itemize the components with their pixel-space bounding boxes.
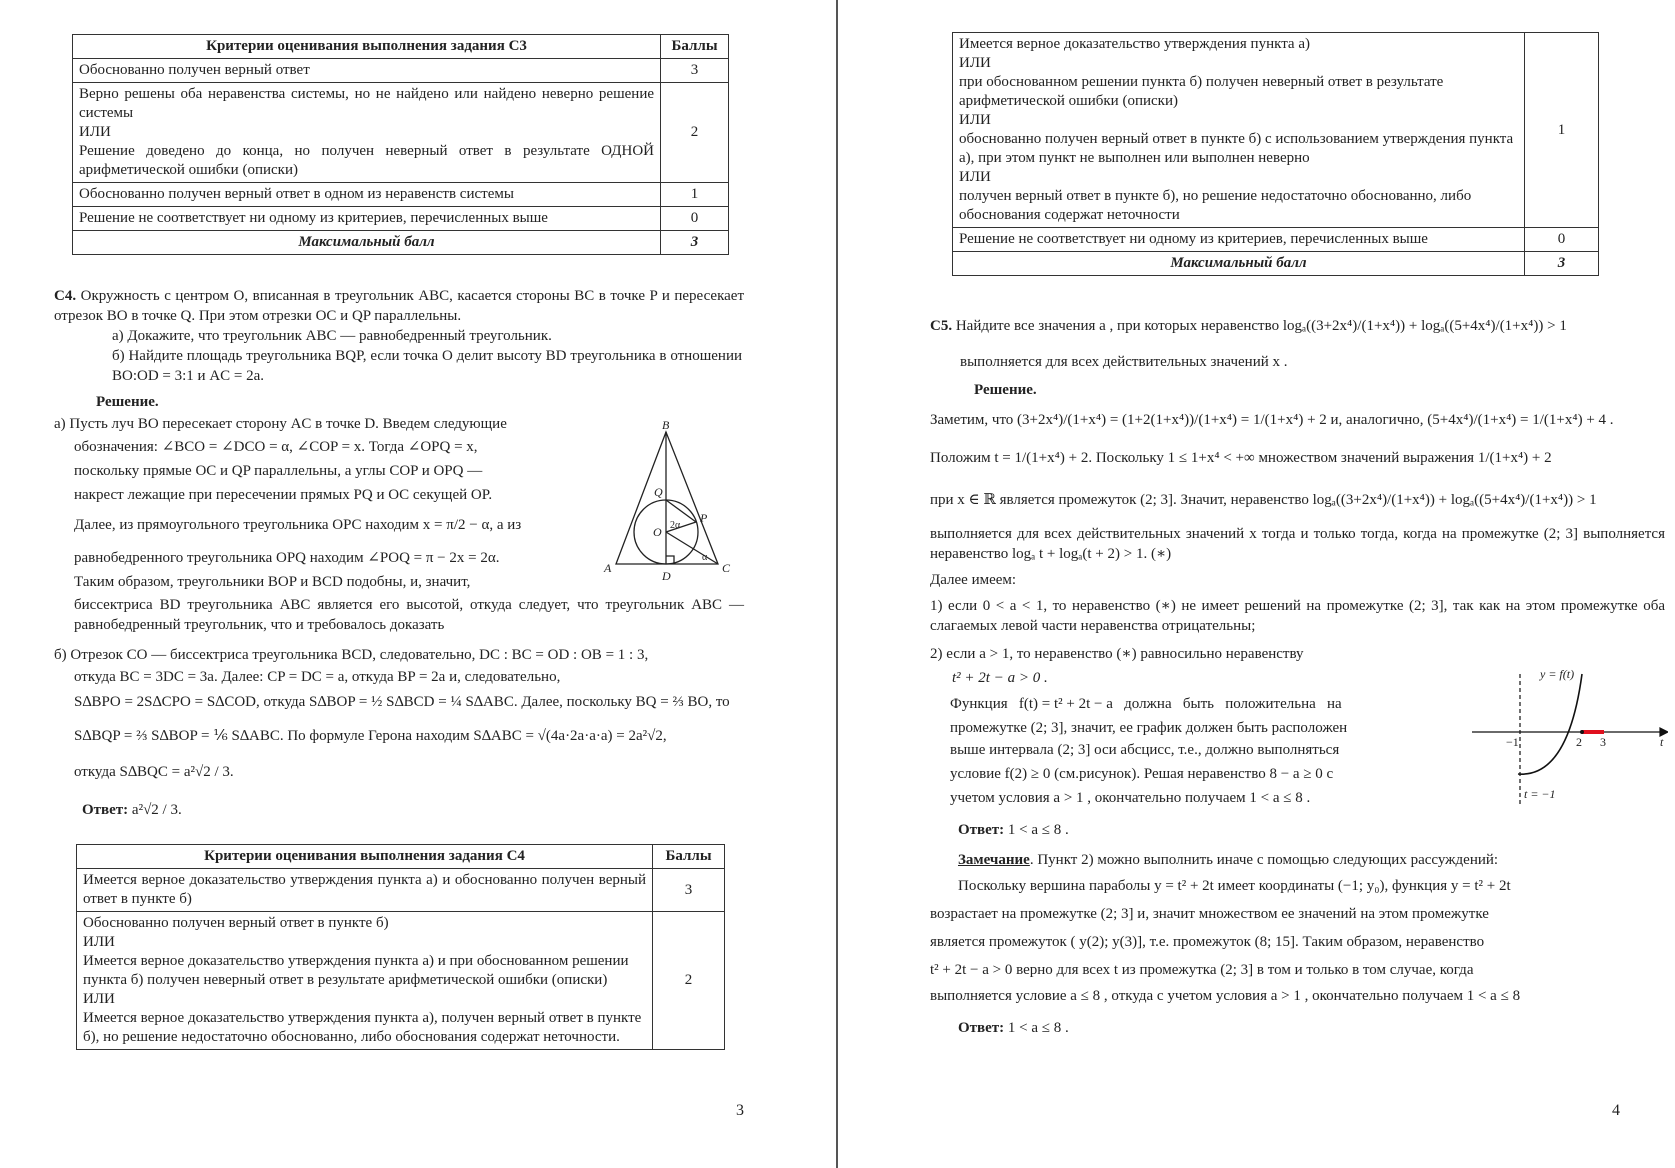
remark-text: . Пункт 2) можно выполнить иначе с помощью следующих рассуждений:: [1029, 852, 1499, 868]
criteria-points: 1: [1525, 33, 1599, 228]
max-score-label: Максимальный балл: [73, 231, 661, 255]
c5-func-line: выше интервала (2; 3] оси абсцисс, т.е., должно выполняться: [950, 742, 1340, 758]
parabola-curve: [1518, 674, 1582, 774]
c4-solution-heading: Решение.: [96, 394, 159, 410]
c5-remark-line: t² + 2t − a > 0 верно для всех t из промежутка (2; 3] в том и только в том случае, когда: [930, 962, 1474, 978]
page-number: 3: [736, 1102, 744, 1119]
table-row: [73, 59, 729, 83]
c5-remark-line: выполняется условие a ≤ 8 , откуда с учетом условия a > 1 , окончательно получаем 1 < a ≤ 8: [930, 988, 1521, 1004]
graph-label-fy: y = f(t): [1540, 668, 1575, 681]
table-row-max: [73, 231, 729, 255]
point-t2: [1580, 730, 1584, 734]
c4-header-points: Баллы: [653, 845, 725, 869]
page-number: 4: [1612, 1102, 1620, 1119]
criteria-text: Имеется верное доказательство утверждения пункта а) ИЛИ при обоснованном решении пункта б) получен неверный ответ в результате арифметической ошибки (описки) ИЛИ обоснованно получен верный ответ в пункте б) с использованием утверждения пункта а), при этом пункт не выполнен или выполнен неверно ИЛИ получен верный ответ в пункте б), но решение недостаточно обоснованно, либо обоснования содержат неточности: [953, 33, 1525, 228]
c4-sol-b-line: б) Отрезок CO — биссектриса треугольника BCD, следовательно, DC : BC = OD : OB = 1 : 3,: [54, 647, 649, 663]
c4-part-b: б) Найдите площадь треугольника BQP, если точка O делит высоту BD треугольника в отношении BO:OD = 3:1 и AC = 2a.: [112, 348, 742, 384]
c4-sol-b-line: S∆BPO = 2S∆CPO = S∆COD, откуда S∆BOP = ½ S∆BCD = ¼ S∆ABC. Далее, поскольку BQ = ⅔ BO, то: [74, 694, 730, 710]
page-divider: [836, 0, 838, 1168]
c3-criteria-table: [72, 34, 729, 255]
c5-solution-heading: Решение.: [974, 382, 1037, 398]
right-page: [840, 0, 1675, 1168]
c5-func-line: условие f(2) ≥ 0 (см.рисунок). Решая неравенство 8 − a ≥ 0 с: [950, 766, 1334, 782]
criteria-points: 3: [653, 869, 725, 912]
triangle-abc: [616, 432, 718, 564]
c3-header-points: Баллы: [661, 35, 729, 59]
label-q: Q: [654, 485, 663, 499]
c5-problem-cont: выполняется для всех действительных значений x .: [960, 354, 1288, 370]
c5-line: выполняется для всех действительных значений x тогда и только тогда, когда на промежутке (2; 3] выполняется неравенство logₐ t + logₐ(t + 2) > 1. (∗): [930, 526, 1665, 562]
c5-remark-line: является промежуток ( y(2); y(3)], т.е. промежуток (8; 15]. Таким образом, неравенство: [930, 934, 1485, 950]
label-alpha: α: [702, 552, 708, 563]
criteria-text: Имеется верное доказательство утверждения пункта а) и обоснованно получен верный ответ в пункте б): [77, 869, 653, 912]
c5-remark-line: возрастает на промежутке (2; 3] и, значит множеством ее значений на этом промежутке: [930, 906, 1489, 922]
c5-case-1: 1) если 0 < a < 1, то неравенство (∗) не имеет решений на промежутке (2; 3], так как на этом промежутке оба слагаемых левой части неравенства отрицательны;: [930, 598, 1665, 634]
c3-header-criteria: Критерии оценивания выполнения задания С3: [73, 35, 661, 59]
c4-answer: [82, 800, 182, 820]
label-c: C: [722, 561, 731, 575]
graph-label-2: 2: [1576, 735, 1582, 749]
c5-case-2-ineq: t² + 2t − a > 0 .: [952, 670, 1048, 686]
left-page: [0, 0, 835, 1168]
c4-sol-a-line: поскольку прямые OC и QP параллельны, а углы COP и OPQ —: [74, 463, 483, 479]
c5-line: Заметим, что (3+2x⁴)/(1+x⁴) = (1+2(1+x⁴))/(1+x⁴) = 1/(1+x⁴) + 2 и, аналогично, (5+4x⁴)/(1+x⁴) = 1/(1+x⁴) + 4 .: [930, 412, 1614, 428]
table-row: [953, 228, 1599, 252]
max-score-label: Максимальный балл: [953, 252, 1525, 276]
answer-label: Ответ:: [82, 802, 129, 818]
c4-sol-a-end: биссектриса BD треугольника ABC является его высотой, откуда следует, что треугольник ABC — равнобедренный треугольник, что и требовалось доказать: [74, 597, 744, 633]
answer-label: Ответ:: [958, 822, 1005, 838]
criteria-text: Решение не соответствует ни одному из критериев, перечисленных выше: [73, 207, 661, 231]
criteria-text: Верно решены оба неравенства системы, но не найдено или найдено неверно решение системы ИЛИ Решение доведено до конца, но получен неверный ответ в результате ОДНОЙ арифметической ошибки (описки): [73, 83, 661, 183]
table-row: [73, 207, 729, 231]
table-row: [953, 33, 1599, 228]
c4-problem-text: Окружность с центром O, вписанная в треугольник ABC, касается стороны BC в точке P и пересекает отрезок BO в точке Q. При этом отрезки OC и QP параллельны.: [54, 288, 745, 324]
max-score-value: 3: [1525, 252, 1599, 276]
max-score-value: 3: [661, 231, 729, 255]
criteria-text: Обоснованно получен верный ответ в одном из неравенств системы: [73, 183, 661, 207]
table-row: [73, 83, 729, 183]
c5-case-2: 2) если a > 1, то неравенство (∗) равносильно неравенству: [930, 646, 1304, 662]
c5-problem: [930, 316, 1650, 336]
c4-problem: [54, 286, 744, 326]
c4-label: С4.: [54, 288, 77, 304]
c5-line: Далее имеем:: [930, 572, 1017, 588]
criteria-points: 2: [661, 83, 729, 183]
c4-sol-a-line: равнобедренного треугольника OPQ находим ∠POQ = π − 2x = 2α.: [74, 550, 500, 566]
c4-criteria-table-continued: [952, 32, 1599, 276]
c5-problem-text: Найдите все значения a , при которых неравенство logₐ((3+2x⁴)/(1+x⁴)) + logₐ((5+4x⁴)/(1+x⁴)) > 1: [955, 318, 1567, 334]
graph-label-tline: t = −1: [1524, 787, 1556, 801]
answer-label: Ответ:: [958, 1020, 1005, 1036]
criteria-points: 2: [653, 912, 725, 1050]
c5-remark-line: [958, 850, 1658, 870]
c4-sol-b-line: откуда S∆BQC = a²√2 / 3.: [74, 764, 234, 780]
parabola-graph: [1468, 668, 1668, 808]
c4-sol-a-line: Таким образом, треугольники BOP и BCD подобны, и, значит,: [74, 574, 471, 590]
c4-sol-a-line: обозначения: ∠BCO = ∠DCO = α, ∠COP = x. Тогда ∠OPQ = x,: [74, 439, 478, 455]
criteria-points: 3: [661, 59, 729, 83]
label-2alpha: 2α: [670, 520, 681, 531]
criteria-text: Обоснованно получен верный ответ: [73, 59, 661, 83]
c4-sol-a-line: накрест лежащие при пересечении прямых PQ и OC секущей OP.: [74, 487, 493, 503]
label-d: D: [662, 569, 671, 582]
c5-remark-line: Поскольку вершина параболы y = t² + 2t имеет координаты (−1; y₀), функция y = t² + 2t: [958, 878, 1511, 894]
c5-line: Положим t = 1/(1+x⁴) + 2. Поскольку 1 ≤ 1+x⁴ < +∞ множеством значений выражения 1/(1+x⁴) + 2: [930, 450, 1552, 466]
c5-label: С5.: [930, 318, 953, 334]
graph-label-3: 3: [1600, 735, 1606, 749]
table-row: [73, 183, 729, 207]
answer-value: 1 < a ≤ 8 .: [1007, 1020, 1069, 1036]
c4-sol-b-line: S∆BQP = ⅔ S∆BOP = ⅙ S∆ABC. По формуле Герона находим S∆ABC = √(4a·2a·a·a) = 2a²√2,: [74, 728, 667, 744]
c5-func-line: промежутке (2; 3], значит, ее график должен быть расположен: [950, 720, 1348, 736]
table-row: [77, 869, 725, 912]
triangle-figure: [600, 420, 740, 582]
label-p: P: [700, 511, 708, 525]
c4-header-criteria: Критерии оценивания выполнения задания С4: [77, 845, 653, 869]
c4-sol-b-line: откуда BC = 3DC = 3a. Далее: CP = DC = a, откуда BP = 2a и, следовательно,: [74, 669, 561, 685]
table-row: [77, 912, 725, 1050]
c4-criteria-table: [76, 844, 725, 1050]
criteria-text: Решение не соответствует ни одному из критериев, перечисленных выше: [953, 228, 1525, 252]
c4-sol-a-line: Далее, из прямоугольного треугольника OPC находим x = π/2 − α, а из: [74, 517, 522, 533]
label-b: B: [662, 420, 670, 432]
c5-func-line: Функция f(t) = t² + 2t − a должна быть положительна на: [950, 696, 1342, 712]
c4-sol-a-line: а) Пусть луч BO пересекает сторону AC в точке D. Введем следующие: [54, 416, 507, 432]
c5-answer-2: [958, 1018, 1069, 1038]
graph-label-minus1: −1: [1506, 735, 1519, 749]
criteria-text: Обоснованно получен верный ответ в пункте б) ИЛИ Имеется верное доказательство утверждения пункта а) и при обоснованном решении пункта б) получен неверный ответ в результате арифметической ошибки (описки) ИЛИ Имеется верное доказательство утверждения пункта а), получен верный ответ в пункте б), но решение недостаточно обоснованно, либо обоснования содержат неточности.: [77, 912, 653, 1050]
remark-label: Замечание: [958, 852, 1030, 868]
criteria-points: 0: [661, 207, 729, 231]
graph-label-t: t: [1660, 735, 1664, 749]
c5-func-line: учетом условия a > 1 , окончательно получаем 1 < a ≤ 8 .: [950, 790, 1311, 806]
table-row-max: [953, 252, 1599, 276]
criteria-points: 0: [1525, 228, 1599, 252]
c4-part-a: а) Докажите, что треугольник ABC — равнобедренный треугольник.: [112, 328, 552, 344]
answer-value: 1 < a ≤ 8 .: [1007, 822, 1069, 838]
criteria-points: 1: [661, 183, 729, 207]
c5-answer: [958, 820, 1069, 840]
answer-value: a²√2 / 3.: [131, 802, 182, 818]
label-a: A: [604, 561, 612, 575]
label-o: O: [653, 525, 662, 539]
c5-line: при x ∈ ℝ является промежуток (2; 3]. Значит, неравенство logₐ((3+2x⁴)/(1+x⁴)) + logₐ((5+4x⁴)/(1+x⁴)) > 1: [930, 492, 1597, 508]
